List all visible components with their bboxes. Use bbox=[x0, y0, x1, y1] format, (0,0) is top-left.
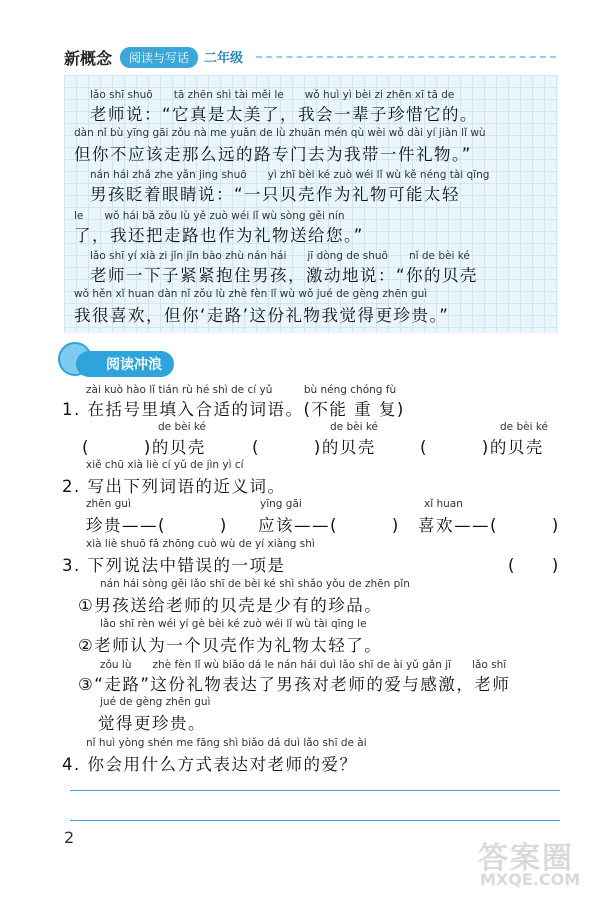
pinyin-line: zhēn guì bbox=[86, 498, 131, 510]
answer-blank[interactable]: ( )的贝壳 bbox=[420, 438, 544, 457]
question-2: 2. 写出下列词语的近义词。 bbox=[62, 477, 286, 496]
pinyin-line: lǎo shī yí xià zi jǐn jǐn bào zhù nán hái jī dòng de shuō nǐ de bèi ké bbox=[90, 250, 470, 262]
answer-line[interactable] bbox=[70, 820, 560, 821]
pinyin-line: yīng gāi bbox=[260, 498, 302, 510]
answer-blank[interactable]: 喜欢——( ) bbox=[418, 516, 560, 535]
pinyin-line: xià liè shuō fǎ zhōng cuò wù de yí xiàng shì bbox=[86, 538, 315, 550]
grade-label: 二年级 bbox=[204, 51, 244, 66]
answer-bracket[interactable]: ( ) bbox=[508, 556, 560, 575]
answer-blank[interactable]: 珍贵——( ) bbox=[86, 516, 228, 535]
passage-line: 但你不应该走那么远的路专门去为我带一件礼物。” bbox=[74, 145, 472, 164]
option-2: ②老师认为一个贝壳作为礼物太轻了。 bbox=[78, 636, 383, 655]
answer-line[interactable] bbox=[70, 790, 560, 791]
passage-line: 我很喜欢，但你‘走路’这份礼物我觉得更珍贵。” bbox=[74, 306, 450, 325]
pinyin-line: de bèi ké bbox=[330, 421, 379, 433]
pinyin-line: lǎo shī shuō tā zhēn shì tài měi le wǒ huì yì bèi zi zhēn xī tā de bbox=[90, 89, 455, 101]
pinyin-line: dàn nǐ bù yīng gāi zǒu nà me yuǎn de lù zhuān mén qù wèi wǒ dài yí jiàn lǐ wù bbox=[74, 127, 486, 139]
pinyin-line: nán hái sòng gěi lǎo shī de bèi ké shì shǎo yǒu de zhēn pǐn bbox=[100, 578, 410, 590]
option-3: ③“走路”这份礼物表达了男孩对老师的爱与感激，老师 bbox=[78, 675, 511, 694]
option-1: ①男孩送给老师的贝壳是少有的珍品。 bbox=[78, 596, 383, 615]
pinyin-line: nǐ huì yòng shén me fāng shì biǎo dá duì lǎo shī de ài bbox=[86, 737, 367, 749]
series-title-badge: 阅读与写话 bbox=[120, 47, 198, 68]
option-3-continued: 觉得更珍贵。 bbox=[98, 714, 206, 733]
pinyin-line: wǒ hěn xǐ huan dàn nǐ zǒu lù zhè fèn lǐ wù wǒ jué de gèng zhēn guì bbox=[74, 288, 428, 300]
passage-line: 了，我还把走路也作为礼物送给您。” bbox=[74, 226, 364, 245]
watermark-url: MXQE.COM bbox=[480, 870, 581, 889]
question-1: 1. 在括号里填入合适的词语。(不能 重 复) bbox=[62, 400, 405, 419]
page-number: 2 bbox=[64, 828, 75, 847]
pinyin-line: zǒu lù zhè fèn lǐ wù biǎo dá le nán hái duì lǎo shī de ài yǔ gǎn jī lǎo shī bbox=[100, 659, 507, 671]
pinyin-line: lǎo shī rèn wéi yí gè bèi ké zuò wéi lǐ wù tài qīng le bbox=[100, 618, 367, 630]
pinyin-line: de bèi ké bbox=[500, 421, 549, 433]
pinyin-line: xiě chū xià liè cí yǔ de jìn yì cí bbox=[86, 459, 244, 471]
question-4: 4. 你会用什么方式表达对老师的爱？ bbox=[62, 755, 358, 774]
pinyin-line: zài kuò hào lǐ tián rù hé shì de cí yǔ bù néng chóng fù bbox=[86, 384, 397, 396]
answer-blank[interactable]: ( )的贝壳 bbox=[82, 438, 206, 457]
pinyin-line: xǐ huan bbox=[424, 498, 463, 510]
watermark: 答案圈 bbox=[478, 841, 574, 876]
pinyin-line: jué de gèng zhēn guì bbox=[100, 696, 211, 708]
passage-line: 老师说：“它真是太美了，我会一辈子珍惜它的。 bbox=[90, 105, 479, 124]
header-divider bbox=[256, 56, 556, 58]
pinyin-line: nán hái zhǎ zhe yǎn jing shuō yì zhī bèi ké zuò wéi lǐ wù kě néng tài qīng bbox=[90, 169, 490, 181]
series-logo: 新概念 bbox=[64, 49, 113, 68]
passage-line: 男孩眨着眼睛说：“一只贝壳作为礼物可能太轻 bbox=[90, 185, 461, 204]
answer-blank[interactable]: 应该——( ) bbox=[258, 516, 400, 535]
passage-line: 老师一下子紧紧抱住男孩，激动地说：“你的贝壳 bbox=[90, 266, 479, 285]
answer-blank[interactable]: ( )的贝壳 bbox=[252, 438, 376, 457]
section-title: 阅读冲浪 bbox=[76, 351, 174, 377]
pinyin-line: le wǒ hái bǎ zǒu lù yě zuò wéi lǐ wù sòng gěi nín bbox=[74, 210, 345, 222]
reading-passage-panel bbox=[64, 75, 558, 333]
pinyin-line: de bèi ké bbox=[158, 421, 207, 433]
question-3: 3. 下列说法中错误的一项是 bbox=[62, 556, 286, 575]
